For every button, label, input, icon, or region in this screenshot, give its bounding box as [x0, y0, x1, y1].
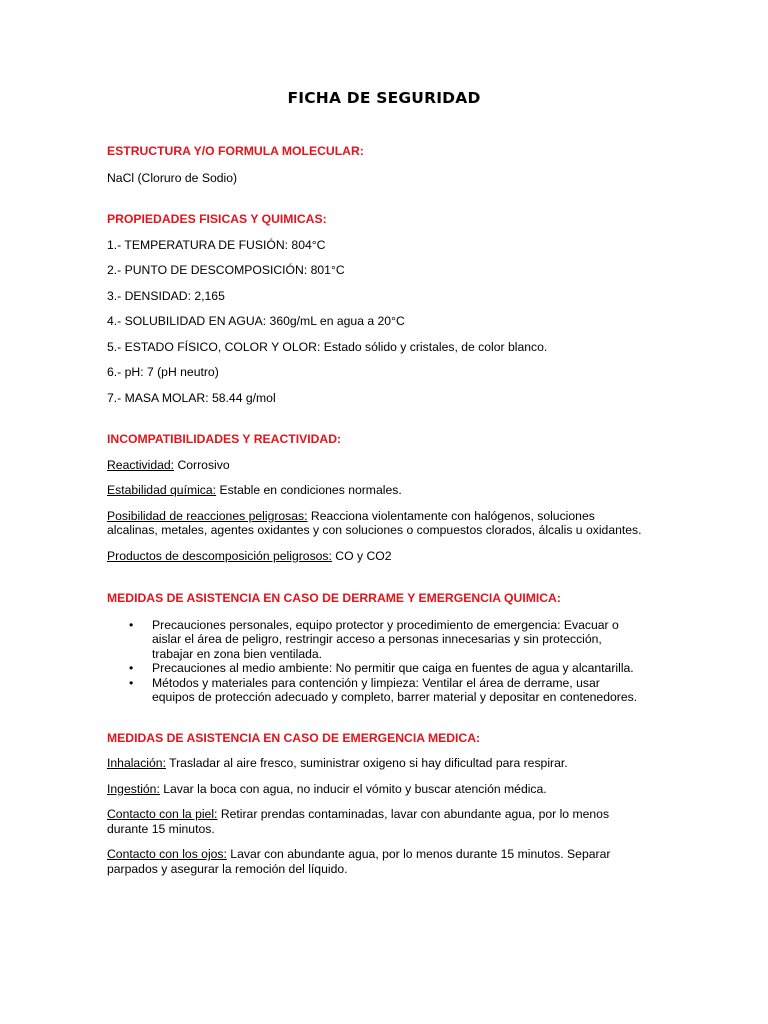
item-label: Productos de descomposición peligrosos:: [107, 548, 332, 563]
section-heading-derrame: MEDIDAS DE ASISTENCIA EN CASO DE DERRAME Y EMERGENCIA QUIMICA:: [107, 591, 561, 605]
list-item-text: Métodos y materiales para contención y limpieza: Ventilar el área de derrame, usar equipos de protección adecuado y completo, barrer material y depositar en contenedores.: [152, 675, 638, 704]
property-item: 6.- pH: 7 (pH neutro): [107, 365, 219, 379]
reactivity-item: [107, 483, 667, 498]
item-label: Contacto con la piel:: [107, 807, 218, 821]
property-item: 7.- MASA MOLAR: 58.44 g/mol: [107, 390, 276, 405]
list-item: [107, 661, 642, 676]
spill-measures-list: [107, 618, 667, 705]
section-heading-estructura: ESTRUCTURA Y/O FORMULA MOLECULAR:: [107, 144, 364, 158]
item-text: Lavar con abundante agua, por lo menos durante 15 minutos. Separar parpados y asegurar la remoción del líquido.: [107, 847, 611, 876]
property-item: 4.- SOLUBILIDAD EN AGUA: 360g/mL en agua a 20°C: [107, 314, 405, 328]
list-item: [107, 618, 642, 662]
bullet-icon: •: [129, 661, 134, 675]
item-label: Inhalación:: [107, 756, 166, 770]
property-item: 1.- TEMPERATURA DE FUSIÓN: 804°C: [107, 237, 326, 252]
section-heading-incompatibilidades: INCOMPATIBILIDADES Y REACTIVIDAD:: [107, 432, 342, 446]
item-label: Contacto con los ojos:: [107, 847, 227, 861]
list-item-text: Precauciones al medio ambiente: No permitir que caiga en fuentes de agua y alcantarilla.: [152, 661, 634, 675]
molecular-formula: NaCl (Cloruro de Sodio): [107, 170, 238, 185]
medical-item: [107, 756, 667, 771]
item-text: Corrosivo: [174, 457, 230, 472]
section-heading-medica: MEDIDAS DE ASISTENCIA EN CASO DE EMERGENCIA MEDICA:: [107, 730, 481, 745]
item-text: Reacciona violentamente con halógenos, soluciones alcalinas, metales, agentes oxidantes y con soluciones o compuestos clorados, álcalis u oxidantes.: [107, 508, 642, 537]
document-body: [107, 144, 667, 876]
item-text: Retirar prendas contaminadas, lavar con abundante agua, por lo menos durante 15 minutos.: [107, 807, 610, 836]
reactivity-item: [107, 509, 647, 538]
property-item: 5.- ESTADO FÍSICO, COLOR Y OLOR: Estado sólido y cristales, de color blanco.: [107, 339, 548, 354]
list-item-text: Precauciones personales, equipo protector y procedimiento de emergencia: Evacuar o aislar el área de peligro, restringir acceso a personas innecesarias y sin protección, trabajar en zona bien ventilada.: [152, 617, 619, 661]
reactivity-item: [107, 549, 667, 564]
item-text: Lavar la boca con agua, no inducir el vómito y buscar atención médica.: [159, 781, 547, 796]
section-heading-propiedades: PROPIEDADES FISICAS Y QUIMICAS:: [107, 212, 327, 226]
item-text: Estable en condiciones normales.: [216, 483, 402, 497]
item-label: Posibilidad de reacciones peligrosas:: [107, 508, 308, 523]
property-item: 2.- PUNTO DE DESCOMPOSICIÓN: 801°C: [107, 263, 345, 277]
bullet-icon: •: [129, 675, 134, 690]
item-label: Ingestión:: [107, 781, 160, 796]
item-label: Reactividad:: [107, 457, 175, 472]
list-item: [107, 676, 642, 705]
medical-item: [107, 847, 647, 876]
reactivity-item: [107, 458, 667, 473]
medical-item: [107, 807, 647, 836]
property-item: 3.- DENSIDAD: 2,165: [107, 288, 225, 303]
item-text: Trasladar al aire fresco, suministrar oxigeno si hay dificultad para respirar.: [165, 756, 568, 770]
page-title: FICHA DE SEGURIDAD: [287, 89, 481, 107]
item-label: Estabilidad química:: [107, 483, 217, 497]
item-text: CO y CO2: [331, 548, 392, 563]
medical-item: [107, 782, 667, 797]
bullet-icon: •: [129, 617, 134, 632]
